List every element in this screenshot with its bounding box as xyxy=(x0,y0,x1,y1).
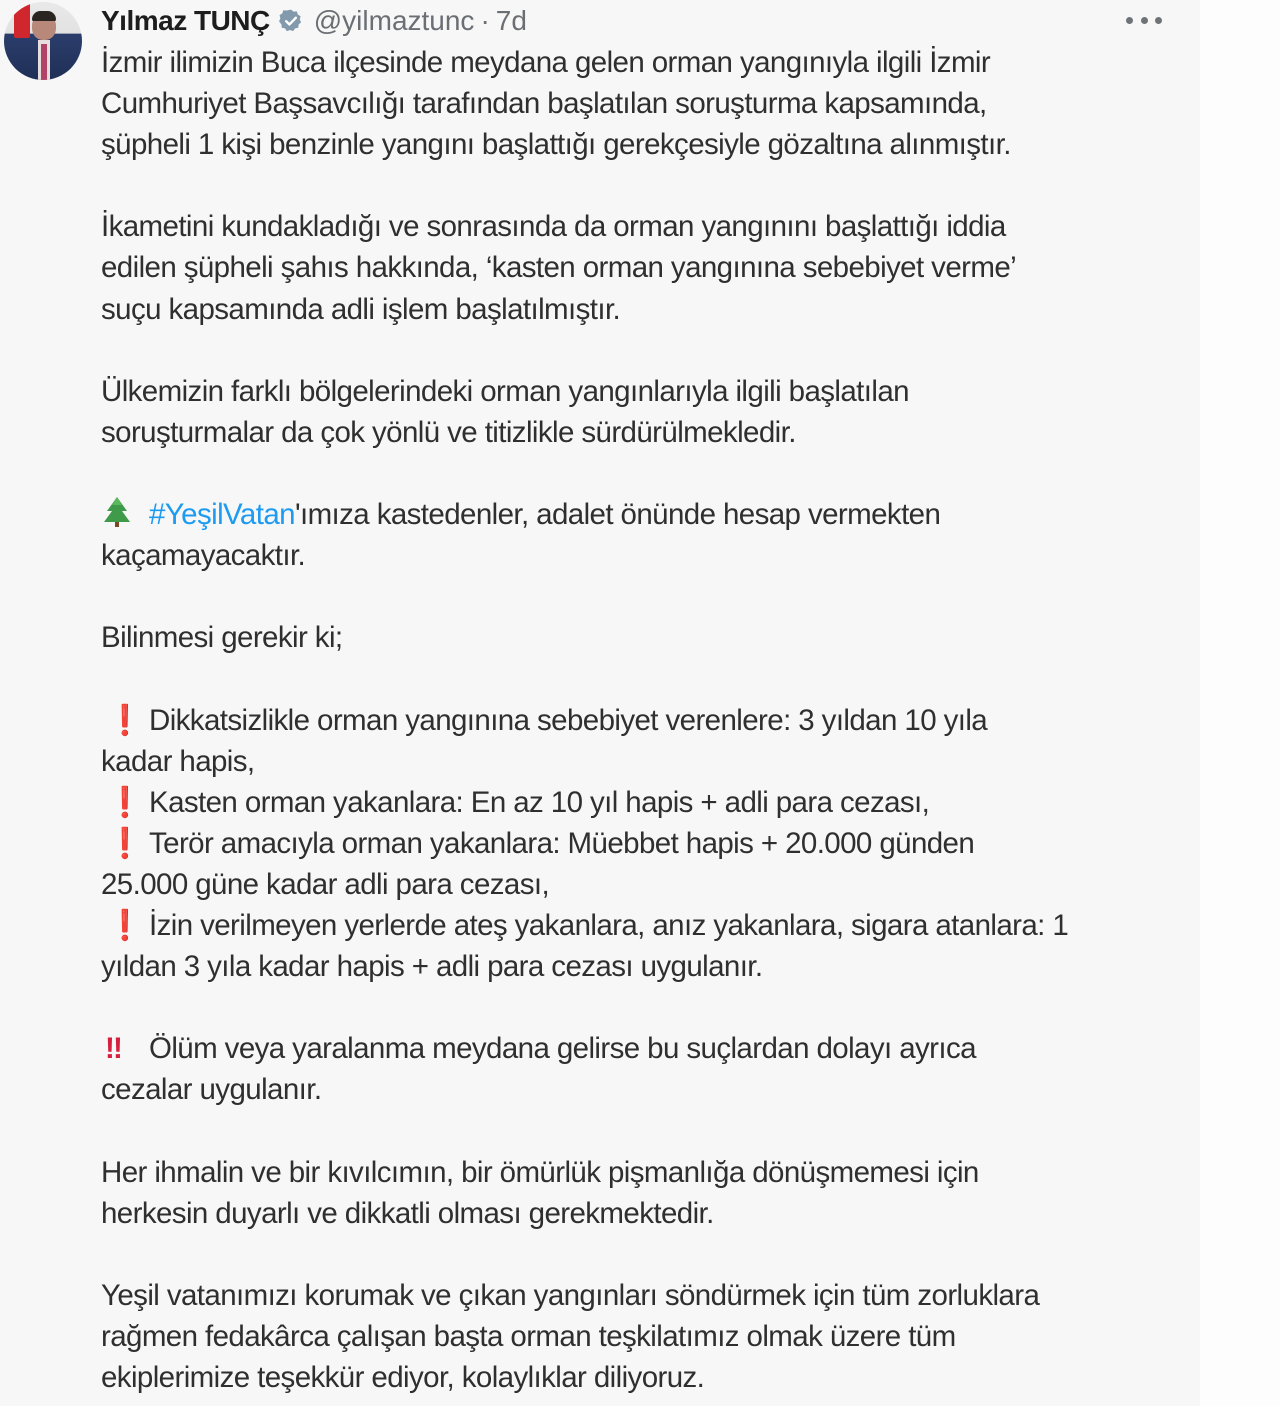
exclamation-icon: ❗ xyxy=(106,908,144,942)
text-line: soruşturmalar da çok yönlü ve titizlikle sürdürülmekledir. xyxy=(101,415,796,449)
penalty-item xyxy=(101,905,1181,946)
paragraph-gap xyxy=(101,330,1181,371)
hashtag-line xyxy=(101,494,1181,535)
more-dot xyxy=(1141,17,1148,24)
text-line: Yeşil vatanımızı korumak ve çıkan yangınları söndürmek için tüm zorluklara xyxy=(101,1278,1040,1312)
tweet-timestamp[interactable]: 7d xyxy=(495,5,527,36)
author-avatar[interactable] xyxy=(4,2,82,80)
text-line: suçu kapsamında adli işlem başlatılmıştır. xyxy=(101,292,621,326)
text-span: Terör amacıyla orman yakanlara: Müebbet hapis + 20.000 günden xyxy=(149,826,975,860)
text-span: 'ımıza kastedenler, adalet önünde hesap vermekten xyxy=(294,498,941,532)
double-exclamation-icon: ‼ xyxy=(105,1032,121,1066)
text-line: Ülkemizin farklı bölgelerindeki orman yangınlarıyla ilgili başlatılan xyxy=(101,374,909,408)
text-line: İkametini kundakladığı ve sonrasında da orman yangınını başlattığı iddia xyxy=(101,210,1006,244)
hashtag-link[interactable]: #YeşilVatan xyxy=(149,498,295,532)
text-line: kadar hapis, xyxy=(101,744,255,778)
text-line: Cumhuriyet Başsavcılığı tarafından başlatılan soruşturma kapsamında, xyxy=(101,87,987,121)
text-span: Ölüm veya yaralanma meydana gelirse bu suçlardan dolayı ayrıca xyxy=(149,1032,976,1066)
text-span: Dikkatsizlikle orman yangınına sebebiyet verenlere: 3 yıldan 10 yıla xyxy=(149,703,988,737)
tweet-text xyxy=(101,42,1181,1398)
text-span: Kasten orman yakanlara: En az 10 yıl hapis + adli para cezası, xyxy=(149,785,930,819)
warning-line xyxy=(101,1028,1181,1069)
separator-dot: · xyxy=(480,5,490,36)
penalty-item xyxy=(101,700,1181,741)
text-line: herkesin duyarlı ve dikkatli olması gerekmektedir. xyxy=(101,1196,714,1230)
exclamation-icon: ❗ xyxy=(106,703,144,737)
text-line: edilen şüpheli şahıs hakkında, ‘kasten orman yangınına sebebiyet verme’ xyxy=(101,251,1017,285)
paragraph-gap xyxy=(101,658,1181,699)
right-side-panel xyxy=(1200,0,1280,1406)
more-dot xyxy=(1126,17,1133,24)
author-name[interactable]: Yılmaz TUNÇ xyxy=(101,5,270,36)
more-dot xyxy=(1155,17,1162,24)
penalty-item xyxy=(101,782,1181,823)
text-line: 25.000 güne kadar adli para cezası, xyxy=(101,867,550,901)
text-line: kaçamayacaktır. xyxy=(101,539,306,573)
text-line: Bilinmesi gerekir ki; xyxy=(101,621,343,655)
exclamation-icon: ❗ xyxy=(106,785,144,819)
evergreen-tree-icon xyxy=(101,497,149,529)
text-line: İzmir ilimizin Buca ilçesinde meydana gelen orman yangınıyla ilgili İzmir xyxy=(101,46,991,79)
paragraph-gap xyxy=(101,165,1181,206)
paragraph-gap xyxy=(101,453,1181,494)
text-line: cezalar uygulanır. xyxy=(101,1073,322,1107)
avatar-flag xyxy=(14,2,30,38)
paragraph-gap xyxy=(101,987,1181,1028)
text-line: ekiplerimize teşekkür ediyor, kolaylıklar diliyoruz. xyxy=(101,1361,705,1394)
verified-badge-icon xyxy=(278,8,304,34)
text-line: rağmen fedakârca çalışan başta orman teşkilatımız olmak üzere tüm xyxy=(101,1319,956,1353)
exclamation-icon: ❗ xyxy=(106,826,144,860)
text-line: şüpheli 1 kişi benzinle yangını başlattığı gerekçesiyle gözaltına alınmıştır. xyxy=(101,128,1011,162)
paragraph-gap xyxy=(101,1234,1181,1275)
penalty-item xyxy=(101,823,1181,864)
avatar-hair xyxy=(32,11,56,21)
text-line: yıldan 3 yıla kadar hapis + adli para cezası uygulanır. xyxy=(101,950,763,984)
more-options-icon[interactable] xyxy=(1126,10,1162,30)
paragraph-gap xyxy=(101,576,1181,617)
text-line: Her ihmalin ve bir kıvılcımın, bir ömürlük pişmanlığa dönüşmemesi için xyxy=(101,1155,979,1189)
tweet-header xyxy=(101,2,527,40)
paragraph-gap xyxy=(101,1110,1181,1151)
text-span: İzin verilmeyen yerlerde ateş yakanlara, anız yakanlara, sigara atanlara: 1 xyxy=(149,908,1069,942)
author-handle[interactable]: @yilmaztunc xyxy=(313,5,475,36)
avatar-tie xyxy=(41,44,47,80)
